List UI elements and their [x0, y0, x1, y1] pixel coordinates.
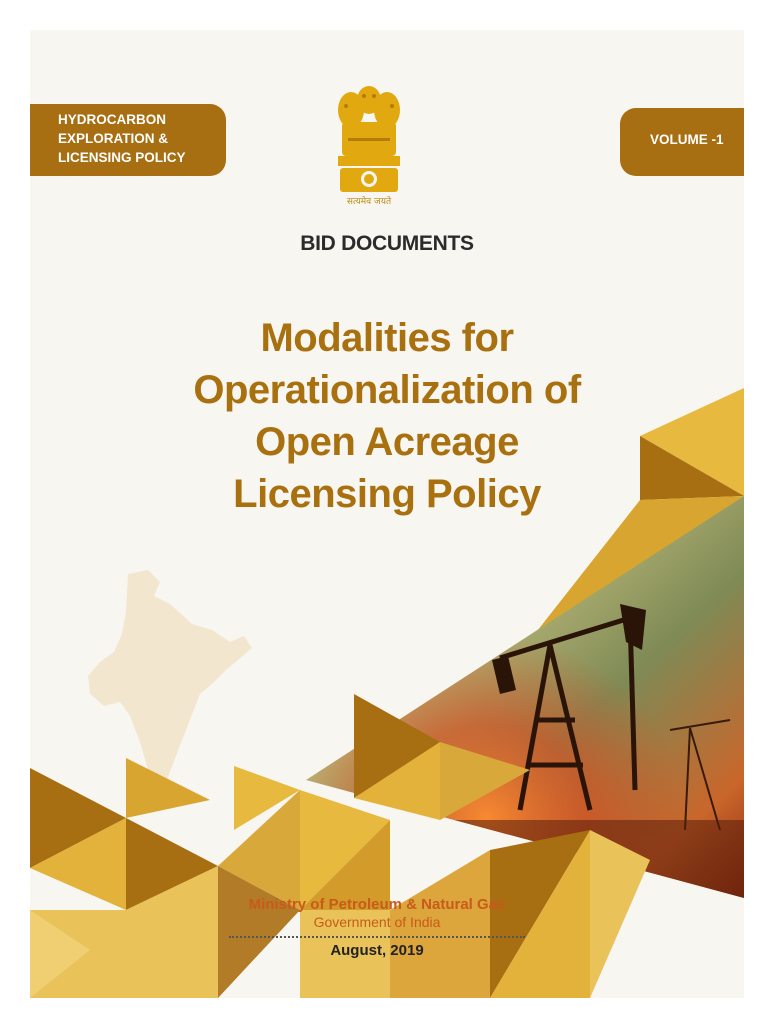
india-map-icon	[88, 570, 252, 790]
policy-tag	[30, 104, 226, 176]
policy-tag-line-2: EXPLORATION &	[58, 131, 169, 146]
ministry-name: Ministry of Petroleum & Natural Gas	[248, 896, 506, 913]
publisher-footer	[190, 896, 564, 959]
title-line-2: Operationalization of	[193, 368, 581, 412]
volume-tag	[620, 108, 744, 176]
document-kind: BID DOCUMENTS	[300, 232, 474, 255]
national-emblem-icon	[330, 78, 408, 208]
document-title	[30, 312, 744, 520]
policy-tag-line-1: HYDROCARBON	[58, 112, 166, 127]
dotted-divider	[229, 936, 525, 938]
title-line-3: Open Acreage	[255, 420, 519, 464]
volume-label: VOLUME -1	[650, 132, 724, 147]
government-name: Government of India	[313, 914, 441, 930]
title-line-4: Licensing Policy	[233, 472, 541, 516]
publication-date: August, 2019	[330, 942, 424, 959]
title-line-1: Modalities for	[260, 316, 514, 360]
emblem-motto: सत्यमेव जयते	[346, 197, 392, 207]
document-cover	[30, 30, 744, 998]
policy-tag-line-3: LICENSING POLICY	[58, 150, 186, 165]
